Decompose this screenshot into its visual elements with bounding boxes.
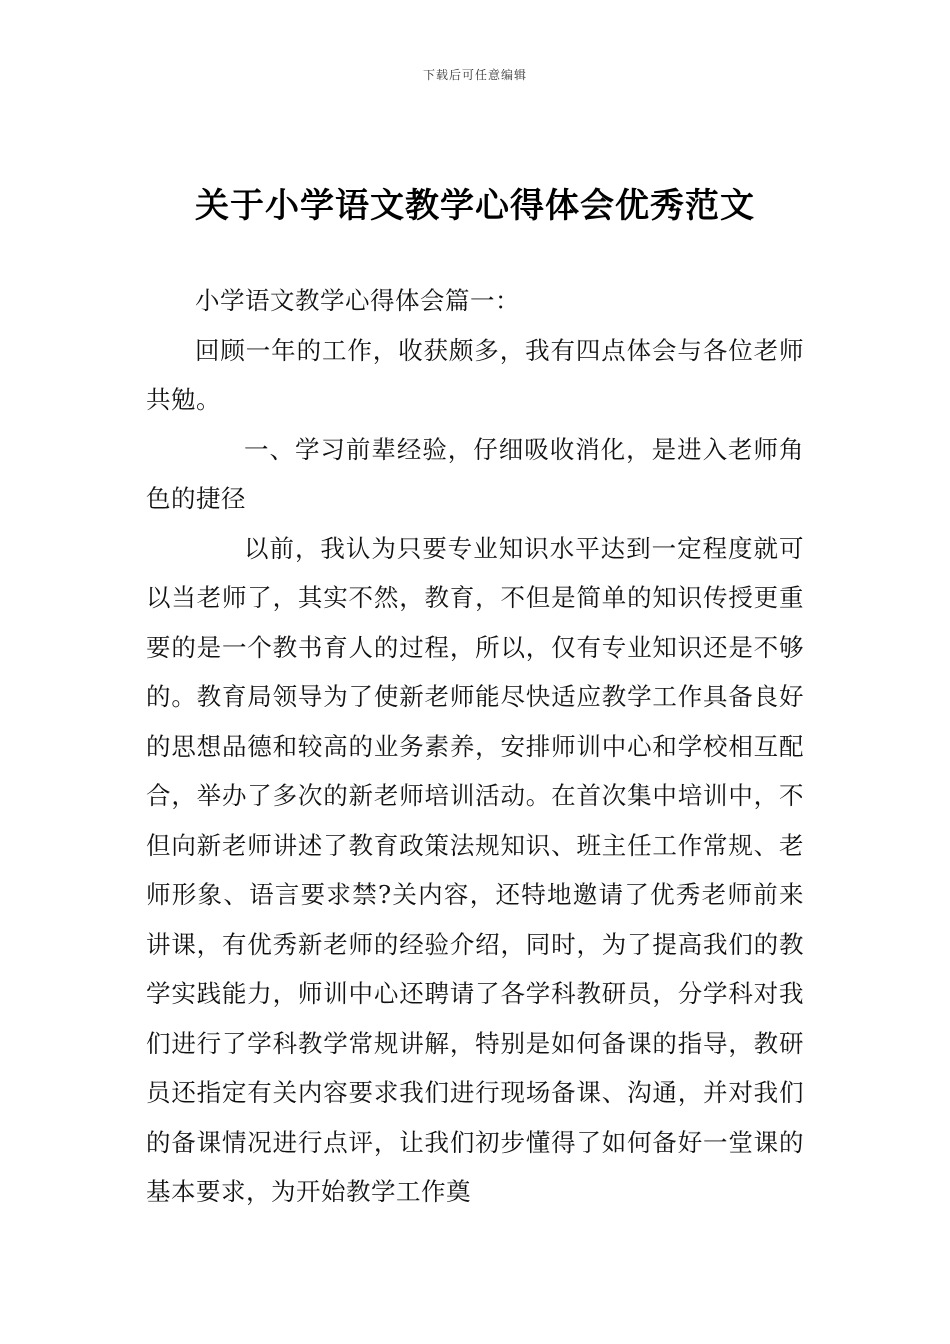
paragraph-point-one-body: 以前，我认为只要专业知识水平达到一定程度就可以当老师了，其实不然，教育，不但是简单的知识传授更重要的是一个教书育人的过程，所以，仅有专业知识还是不够的。教育局领导为了使新老师能尽快适应教学工作具备良好的思想品德和较高的业务素养，安排师训中心和学校相互配合，举办了多次的新老师培训活动。在首次集中培训中，不但向新老师讲述了教育政策法规知识、班主任工作常规、老师形象、语言要求禁?关内容，还特地邀请了优秀老师前来讲课，有优秀新老师的经验介绍，同时，为了提高我们的教学实践能力，师训中心还聘请了各学科教研员，分学科对我们进行了学科教学常规讲解，特别是如何备课的指导，教研员还指定有关内容要求我们进行现场备课、沟通，并对我们的备课情况进行点评，让我们初步懂得了如何备好一堂课的基本要求，为开始教学工作奠	[146, 533, 804, 1206]
document-body	[146, 276, 804, 1217]
header-note: 下载后可任意编辑	[422, 68, 527, 82]
paragraph-section-heading: 小学语文教学心得体会篇一：	[195, 286, 520, 315]
paragraph-point-one-heading: 一、学习前辈经验，仔细吸收消化，是进入老师角色的捷径	[146, 434, 804, 513]
paragraph-intro: 回顾一年的工作，收获颇多，我有四点体会与各位老师共勉。	[146, 335, 804, 414]
document-title: 关于小学语文教学心得体会优秀范文	[195, 186, 755, 226]
